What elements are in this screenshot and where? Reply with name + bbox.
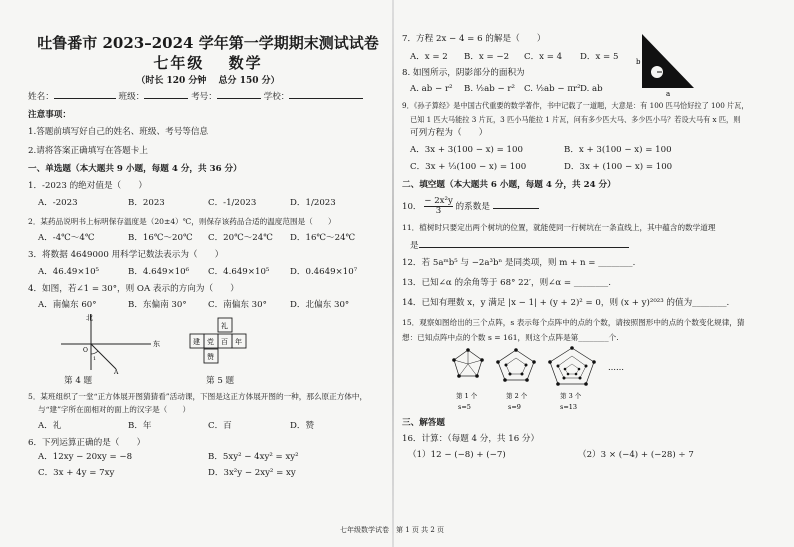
q12-stem: 12．若 5aᵐb⁵ 与 −2a³bⁿ 是同类项，则 m + n = ________.: [402, 258, 636, 268]
exam-title: 吐鲁番市 2023–2024 学年第一学期期末测试试卷: [37, 34, 379, 52]
q9-option-c: C．3x + ⅓(100 − x) = 100: [410, 162, 527, 172]
name-field[interactable]: [54, 90, 116, 99]
point-a-label: A: [114, 369, 119, 374]
q15-stem-1: 15．观察如图给出的三个点阵，s 表示每个点阵中的点的个数，请按照图形中的点的个数变化规律，猜: [402, 318, 745, 327]
q9-stem-1: 9．《孙子算经》是中国古代重要的数学著作，书中记载了一道题，大意是：有 100 匹马恰好拉了 100 片瓦，: [402, 101, 749, 110]
exam-no-label: 考号：: [191, 92, 217, 102]
q10-answer-blank[interactable]: [493, 200, 539, 209]
q10-tail: 的系数是: [455, 202, 490, 212]
pattern-3-caption: 第 3 个: [560, 392, 582, 400]
q7-option-a: A．x = 2: [410, 52, 448, 62]
dot: [509, 373, 512, 376]
q4-option-b: B．东偏南 30°: [128, 300, 187, 310]
notice-title: 注意事项：: [28, 110, 71, 120]
q2-option-a: A．-4℃～4℃: [38, 233, 95, 243]
dot: [452, 358, 456, 362]
side-a-label: a: [666, 90, 671, 96]
q10-numerator: − 2x²y: [424, 196, 453, 206]
dot: [532, 360, 536, 364]
q5-option-b: B．年: [128, 421, 152, 431]
figure-5-caption: 第 5 题: [206, 376, 235, 386]
dot: [556, 382, 560, 386]
figure-4-caption: 第 4 题: [64, 376, 93, 386]
q1-option-d: D．1/2023: [290, 198, 336, 208]
pattern-1-spoke: [454, 360, 468, 364]
q4-stem: 4．如图，若∠1 = 30°，则 OA 表示的方向为（ ）: [28, 284, 239, 294]
q9-option-b: B．x + 3(100 − x) = 100: [564, 145, 672, 155]
q4-option-d: D．北偏东 30°: [290, 300, 350, 310]
q6-option-c: C．3x + 4y = 7xy: [38, 468, 115, 478]
q9-option-a: A．3x + 3(100 − x) = 100: [410, 145, 523, 155]
dot: [584, 382, 588, 386]
q4-option-c: C．南偏东 30°: [208, 300, 267, 310]
q2-option-d: D．16℃～24℃: [290, 233, 356, 243]
q6-option-a: A．12xy − 20xy = −8: [38, 452, 133, 462]
dot: [525, 364, 528, 367]
pattern-1-spoke: [459, 364, 468, 376]
pattern-2-count: s=9: [508, 403, 521, 411]
q3-stem: 3．将数据 4649000 用科学记数法表示为（ ）: [28, 250, 224, 260]
school-field[interactable]: [289, 90, 363, 99]
dot: [475, 374, 479, 378]
pattern-2-inner: [506, 358, 526, 374]
q1-option-b: B．2023: [128, 198, 165, 208]
q14-stem: 14．已知有理数 x，y 满足 |x − 1| + (y + 2)² = 0，则 (x + y)²⁰²³ 的值为________.: [402, 298, 730, 308]
q2-option-c: C．20℃～24℃: [208, 233, 273, 243]
class-label: 班级：: [118, 92, 145, 102]
dot-pattern-figure: [448, 346, 638, 412]
pattern-2: [496, 348, 536, 382]
q11-answer-blank[interactable]: [419, 239, 629, 248]
pattern-3-inner: [565, 364, 579, 374]
q5-stem-1: 5．某班组织了一堂“正方体展开图猜猜看”活动课，下图是这正方体展开图的一种，那么原正方体中，: [28, 392, 368, 401]
dot: [592, 360, 596, 364]
school-label: 学校：: [263, 92, 290, 102]
figure-5-cube-net: [186, 316, 266, 366]
q3-option-a: A．46.49×10⁵: [38, 267, 99, 277]
net-char: 党: [207, 338, 214, 346]
pattern-3: [548, 346, 596, 386]
dot: [503, 378, 507, 382]
q8-option-d: D. ab: [580, 84, 603, 94]
page-footer: 七年级数学试卷 第 1 页 共 2 页: [340, 526, 445, 534]
q1-stem: 1．-2023 的绝对值是（ ）: [28, 181, 147, 191]
dot: [579, 377, 582, 380]
net-char: 礼: [221, 322, 228, 330]
time-score: （时长 120 分钟 总分 150 分）: [136, 76, 280, 86]
net-char: 年: [235, 338, 242, 346]
q9-option-d: D．3x + (100 − x) = 100: [564, 162, 673, 172]
dot: [564, 368, 567, 371]
q3-option-d: D．0.4649×10⁷: [290, 267, 358, 277]
figure-8-triangle: [636, 30, 698, 96]
q11-tail: 是: [410, 241, 419, 251]
notice-item-1: 1.答题前填写好自己的姓名、班级、考号等信息: [28, 127, 209, 137]
angle-arc: [91, 351, 98, 354]
dot: [585, 365, 588, 368]
pattern-1-count: s=5: [458, 403, 471, 411]
q5-option-a: A．礼: [38, 421, 62, 431]
dot: [514, 348, 518, 352]
q13-stem: 13．已知∠α 的余角等于 68° 22′，则∠α = ________.: [402, 278, 611, 288]
q2-option-b: B．16℃～20℃: [128, 233, 193, 243]
dot: [521, 373, 524, 376]
q16-part-1: （1）12 − (−8) + (−7): [408, 450, 506, 460]
q16-part-2: （2）3 × (−4) + (−28) ÷ 7: [578, 450, 694, 460]
q9-stem-2: 已知 1 匹大马能拉 3 片瓦，3 匹小马能拉 1 片瓦，问有多少匹大马、多少匹小马？若设大马有 x 匹，则: [410, 115, 741, 124]
pattern-2-caption: 第 2 个: [506, 392, 528, 400]
dot: [557, 365, 560, 368]
east-label: 东: [153, 340, 160, 348]
pattern-1-caption: 第 1 个: [456, 392, 478, 400]
q8-option-c: C. ½ab − πr²: [524, 84, 581, 94]
q8-option-a: A. ab − r²: [410, 84, 453, 94]
notice-item-2: 2.请将答案正确填写在答题卡上: [28, 146, 148, 156]
dot: [480, 358, 484, 362]
q11-stem: 11．植树时只要定出两个树坑的位置，就能使同一行树坑在一条直线上，其中蕴含的数学道理: [402, 223, 716, 232]
pattern-3-middle: [558, 356, 586, 378]
page-fold: [392, 0, 394, 547]
dot: [496, 360, 500, 364]
q1-option-a: A．-2023: [38, 198, 78, 208]
student-info-row: [28, 90, 363, 103]
q5-option-c: C．百: [208, 421, 232, 431]
section3-title: 三、解答题: [402, 418, 445, 428]
q5-stem-2: 与“建”字所在面相对的面上的汉字是（ ）: [38, 405, 191, 414]
q4-option-a: A．南偏东 60°: [38, 300, 97, 310]
name-label: 姓名：: [28, 92, 54, 102]
q10-fraction: [424, 197, 453, 216]
shaded-triangle: [642, 34, 694, 88]
pattern-1-spoke: [468, 364, 477, 376]
q15-stem-2: 想：已知点阵中点的个数 s = 161，则这个点阵是第________个.: [402, 333, 619, 342]
pattern-1-spoke: [468, 360, 482, 364]
q10-number: 10．: [402, 202, 422, 212]
pattern-1: [452, 348, 484, 378]
section2-title: 二、填空题（本大题共 6 小题，每题 4 分，共 24 分）: [402, 180, 616, 190]
net-char: 百: [221, 338, 228, 346]
q16-stem: 16．计算：（每题 4 分，共 16 分）: [402, 434, 540, 444]
dot: [525, 378, 529, 382]
dot: [563, 377, 566, 380]
grade-subject: 七年级 数学: [153, 54, 263, 72]
dot: [457, 374, 461, 378]
q6-option-b: B．5xy² − 4xy² = xy²: [208, 452, 299, 462]
section1-title: 一、单选题（本大题共 9 小题，每题 4 分，共 36 分）: [28, 164, 242, 174]
q2-stem: 2．某药品说明书上标明保存温度是（20±4）℃，则保存该药品合适的温度范围是（ ）: [28, 217, 336, 226]
north-label: 北: [86, 314, 93, 322]
pattern-ellipsis: ……: [608, 363, 624, 372]
dot: [567, 373, 570, 376]
q1-option-c: C．-1/2023: [208, 198, 257, 208]
dot: [505, 364, 508, 367]
net-char: 赞: [207, 353, 214, 361]
class-field[interactable]: [144, 90, 188, 99]
pattern-2-outline: [498, 350, 534, 380]
q9-stem-3: 可列方程为（ ）: [410, 128, 488, 138]
pattern-3-count: s=13: [560, 403, 578, 411]
dot: [578, 368, 581, 371]
side-b-label: b: [636, 58, 641, 66]
dot: [466, 348, 470, 352]
net-char: 建: [193, 338, 200, 346]
dot: [575, 373, 578, 376]
q3-option-c: C．4.649×10⁵: [208, 267, 270, 277]
dot: [570, 346, 574, 350]
dot: [548, 360, 552, 364]
q3-option-b: B．4.649×10⁶: [128, 267, 190, 277]
angle-1-label: 1: [93, 356, 97, 362]
q7-stem: 7．方程 2x − 4 = 6 的解是（ ）: [402, 34, 546, 44]
q6-option-d: D．3x²y − 2xy² = xy: [208, 468, 296, 478]
q8-stem: 8. 如图所示，阴影部分的面积为: [402, 68, 525, 78]
q7-option-b: B．x = −2: [464, 52, 510, 62]
figure-4-compass: [56, 312, 166, 374]
q10-denominator: 3: [435, 206, 442, 216]
exam-no-field[interactable]: [217, 90, 261, 99]
q11-answer-row: [410, 239, 629, 252]
q5-option-d: D．赞: [290, 421, 315, 431]
q10-row: [402, 197, 539, 216]
q8-option-b: B. ½ab − r²: [464, 84, 515, 94]
q7-option-c: C．x = 4: [524, 52, 563, 62]
q7-option-d: D．x = 5: [580, 52, 619, 62]
q6-stem: 6．下列运算正确的是（ ）: [28, 438, 146, 448]
origin-label: O: [83, 347, 88, 354]
